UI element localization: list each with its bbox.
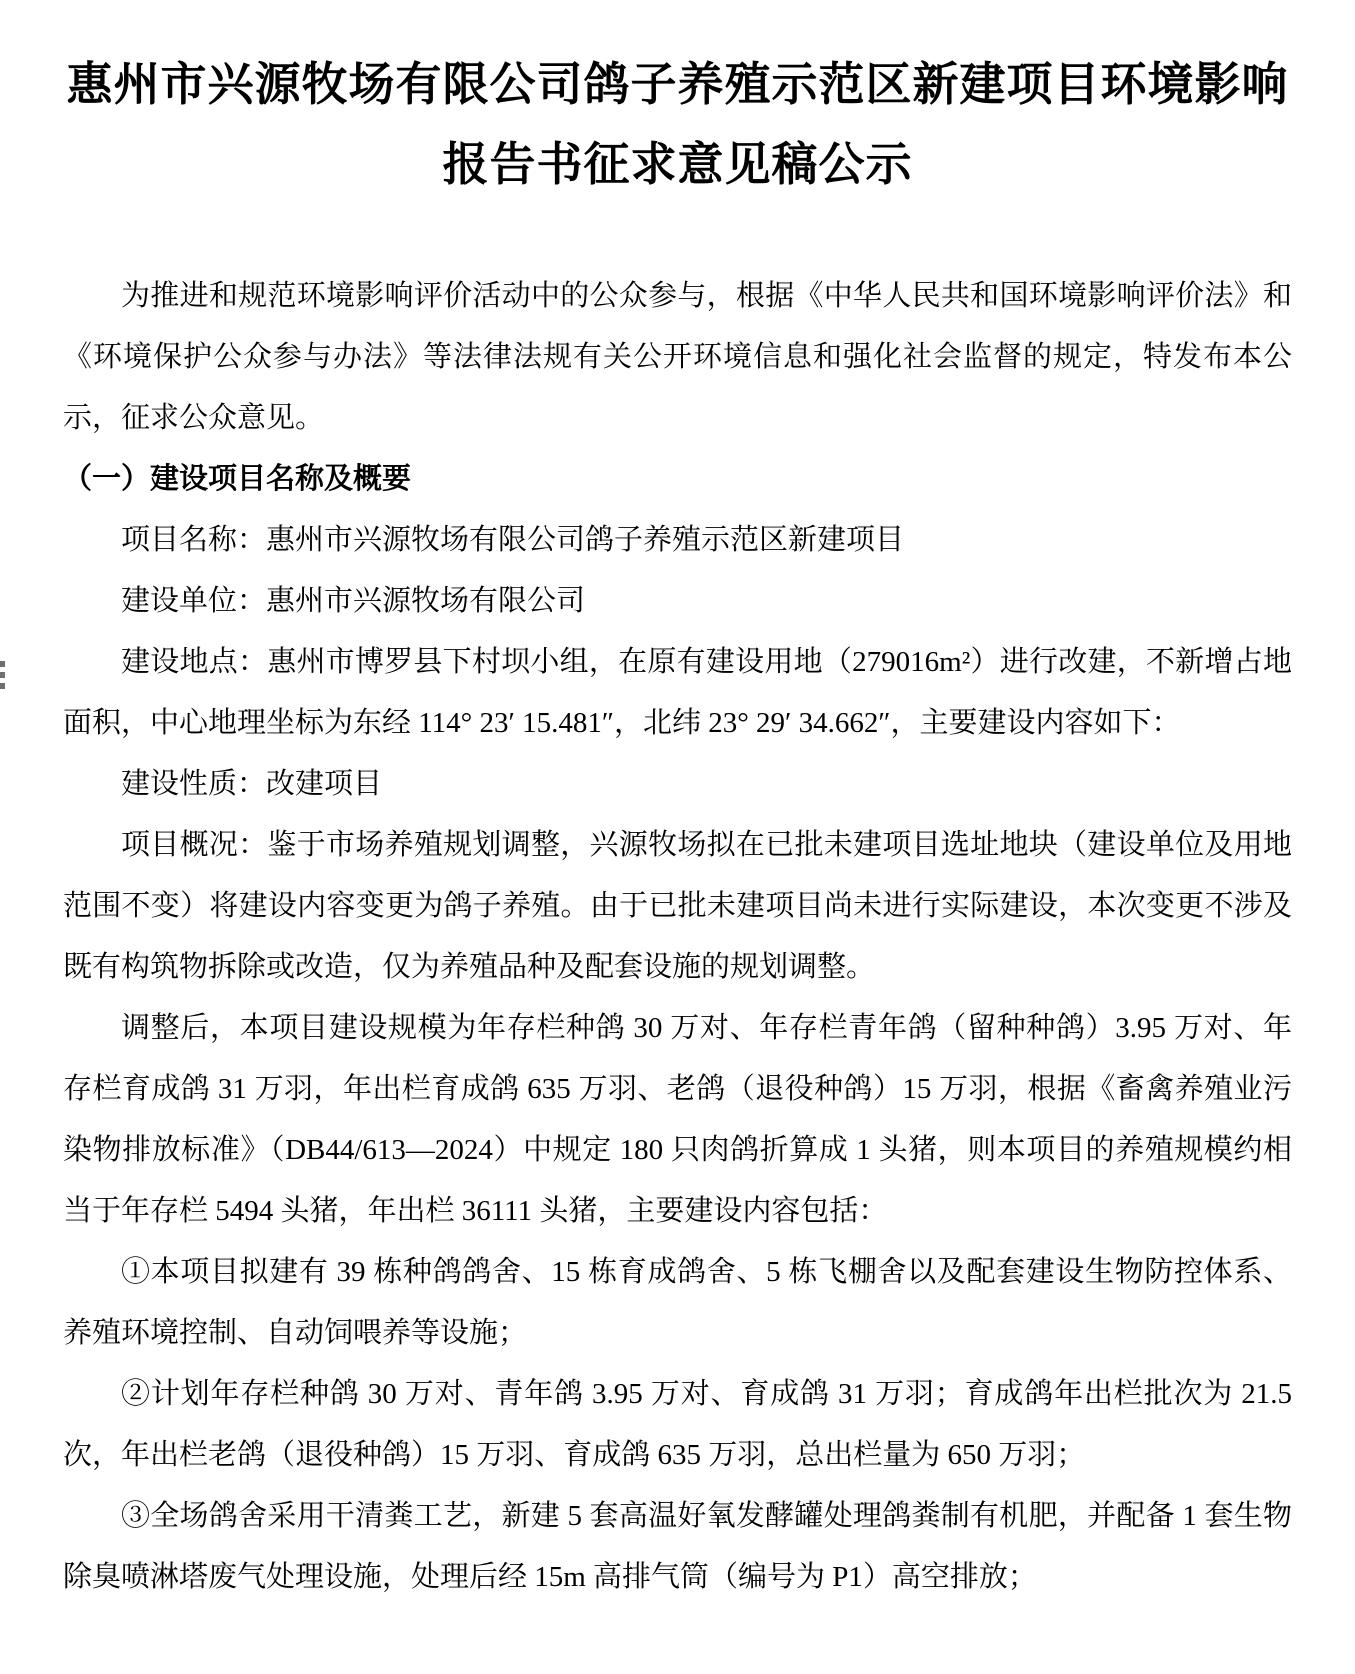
- project-overview-paragraph: 项目概况：鉴于市场养殖规划调整，兴源牧场拟在已批未建项目选址地块（建设单位及用地范围不变）将建设内容变更为鸽子养殖。由于已批未建项目尚未进行实际建设，本次变更不涉及既有构筑物拆除或改造，仅为养殖品种及配套设施的规划调整。: [63, 829, 1292, 983]
- document-title-line-2: 报告书征求意见稿公示: [442, 138, 913, 190]
- handle-dot: [0, 683, 5, 689]
- paragraph-drag-handle-icon[interactable]: [0, 661, 6, 689]
- project-name-paragraph: 项目名称：惠州市兴源牧场有限公司鸽子养殖示范区新建项目: [121, 524, 905, 556]
- document-body: [63, 266, 1292, 1608]
- project-scale-paragraph: 调整后，本项目建设规模为年存栏种鸽 30 万对、年存栏青年鸽（留种种鸽）3.95 万对、年存栏育成鸽 31 万羽，年出栏育成鸽 635 万羽、老鸽（退役种鸽）15 万羽，根据《畜禽养殖业污染物排放标准》（DB44/613—2024）中规定 180 只肉鸽折算成 1 头猪，则本项目的养殖规模约相当于年存栏 5494 头猪，年出栏 36111 头猪，主要建设内容包括：: [63, 1012, 1292, 1227]
- handle-dot: [0, 661, 5, 667]
- construction-item-2-paragraph: ②计划年存栏种鸽 30 万对、青年鸽 3.95 万对、育成鸽 31 万羽；育成鸽年出栏批次为 21.5 次，年出栏老鸽（退役种鸽）15 万羽、育成鸽 635 万羽，总出栏量为 650 万羽；: [63, 1378, 1292, 1471]
- intro-paragraph: 为推进和规范环境影响评价活动中的公众参与，根据《中华人民共和国环境影响评价法》和《环境保护公众参与办法》等法律法规有关公开环境信息和强化社会监督的规定，特发布本公示，征求公众意见。: [63, 280, 1292, 434]
- construction-item-1-paragraph: ①本项目拟建有 39 栋种鸽鸽舍、15 栋育成鸽舍、5 栋飞棚舍以及配套建设生物防控体系、养殖环境控制、自动饲喂养等设施；: [63, 1256, 1292, 1349]
- document-title: [63, 44, 1292, 204]
- handle-dot: [0, 672, 5, 678]
- construction-nature-paragraph: 建设性质：改建项目: [121, 768, 383, 800]
- section-1-heading: （一）建设项目名称及概要: [63, 463, 412, 495]
- construction-site-paragraph: 建设地点：惠州市博罗县下村坝小组，在原有建设用地（279016m²）进行改建，不新增占地面积，中心地理坐标为东经 114° 23′ 15.481″，北纬 23° 29′ 34.662″，主要建设内容如下：: [63, 646, 1292, 739]
- construction-item-3-paragraph: ③全场鸽舍采用干清粪工艺，新建 5 套高温好氧发酵罐处理鸽粪制有机肥，并配备 1 套生物除臭喷淋塔废气处理设施，处理后经 15m 高排气筒（编号为 P1）高空排放；: [63, 1500, 1292, 1593]
- construction-unit-paragraph: 建设单位：惠州市兴源牧场有限公司: [121, 585, 586, 617]
- document-title-line-1: 惠州市兴源牧场有限公司鸽子养殖示范区新建项目环境影响: [66, 58, 1289, 110]
